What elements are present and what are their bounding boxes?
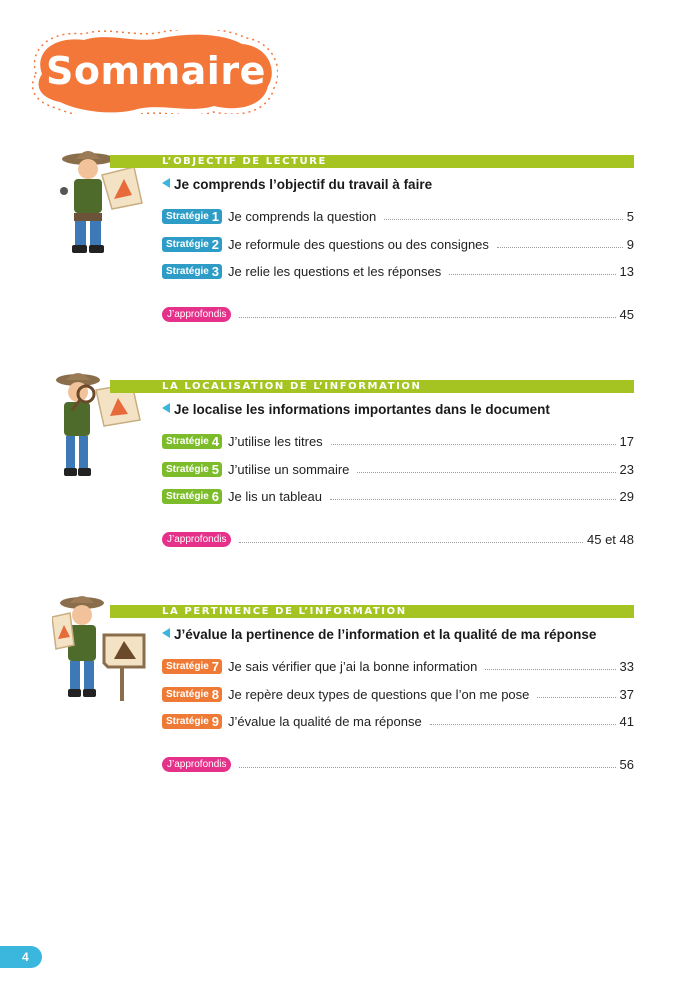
strategy-label: Je comprends la question xyxy=(228,208,377,224)
strategy-page: 5 xyxy=(626,208,634,224)
approfondis-row[interactable] xyxy=(162,754,634,774)
strategy-row[interactable] xyxy=(162,656,634,676)
dot-leader xyxy=(449,274,615,275)
strategy-badge xyxy=(162,714,222,729)
section-objectif xyxy=(0,155,700,355)
strategy-number: 4 xyxy=(211,433,220,449)
strategy-badge xyxy=(162,462,222,477)
strategy-number: 1 xyxy=(211,208,220,224)
approfondis-badge: J’approfondis xyxy=(162,307,231,322)
strategy-label: J’évalue la qualité de ma réponse xyxy=(228,713,422,729)
strategy-prefix: Stratégie xyxy=(166,490,209,502)
strategy-label: Je lis un tableau xyxy=(228,488,322,504)
approfondis-badge: J’approfondis xyxy=(162,757,231,772)
strategy-prefix: Stratégie xyxy=(166,688,209,700)
strategy-number: 2 xyxy=(211,236,220,252)
strategy-label: J’utilise les titres xyxy=(228,433,323,449)
arrow-icon xyxy=(162,628,170,638)
arrow-icon xyxy=(162,178,170,188)
strategy-row[interactable] xyxy=(162,684,634,704)
dot-leader xyxy=(384,219,623,220)
section-localisation xyxy=(0,380,700,580)
strategy-row[interactable] xyxy=(162,711,634,731)
section-heading: LA LOCALISATION DE L’INFORMATION xyxy=(162,381,422,392)
dot-leader xyxy=(537,697,615,698)
section-subtitle-text: Je comprends l’objectif du travail à faire xyxy=(174,177,433,192)
section-subtitle-text: J’évalue la pertinence de l’information et la qualité de ma réponse xyxy=(174,627,597,642)
page-title: Sommaire xyxy=(46,49,266,93)
dot-leader xyxy=(239,767,615,768)
strategy-badge xyxy=(162,489,222,504)
strategy-label: Je repère deux types de questions que l’on me pose xyxy=(228,686,530,702)
strategy-badge xyxy=(162,264,222,279)
strategy-page: 17 xyxy=(619,433,634,449)
approfondis-row[interactable] xyxy=(162,304,634,324)
section-pertinence xyxy=(0,605,700,805)
approfondis-page: 45 xyxy=(619,306,634,322)
strategy-page: 29 xyxy=(619,488,634,504)
approfondis-page: 45 et 48 xyxy=(587,531,634,547)
strategy-prefix: Stratégie xyxy=(166,435,209,447)
strategy-row[interactable] xyxy=(162,486,634,506)
dot-leader xyxy=(331,444,616,445)
approfondis-badge: J’approfondis xyxy=(162,532,231,547)
arrow-icon xyxy=(162,403,170,413)
strategy-page: 23 xyxy=(619,461,634,477)
strategy-prefix: Stratégie xyxy=(166,463,209,475)
strategy-prefix: Stratégie xyxy=(166,210,209,222)
strategy-label: Je reformule des questions ou des consignes xyxy=(228,236,489,252)
strategy-number: 6 xyxy=(211,488,220,504)
strategy-prefix: Stratégie xyxy=(166,715,209,727)
strategy-badge xyxy=(162,687,222,702)
strategy-badge xyxy=(162,209,222,224)
strategy-row[interactable] xyxy=(162,206,634,226)
strategy-row[interactable] xyxy=(162,431,634,451)
strategy-page: 37 xyxy=(619,686,634,702)
section-subtitle xyxy=(162,174,432,196)
approfondis-page: 56 xyxy=(619,756,634,772)
page-number: 4 xyxy=(0,946,42,968)
strategy-number: 5 xyxy=(211,461,220,477)
dot-leader xyxy=(357,472,615,473)
dot-leader xyxy=(330,499,616,500)
dot-leader xyxy=(485,669,615,670)
strategy-label: J’utilise un sommaire xyxy=(228,461,350,477)
section-subtitle-text: Je localise les informations importantes dans le document xyxy=(174,402,550,417)
strategy-page: 13 xyxy=(619,263,634,279)
strategy-number: 3 xyxy=(211,263,220,279)
strategy-row[interactable] xyxy=(162,234,634,254)
strategy-page: 9 xyxy=(626,236,634,252)
strategy-badge xyxy=(162,659,222,674)
strategy-badge xyxy=(162,434,222,449)
strategy-page: 33 xyxy=(619,658,634,674)
strategy-number: 8 xyxy=(211,686,220,702)
strategy-prefix: Stratégie xyxy=(166,238,209,250)
strategy-number: 9 xyxy=(211,713,220,729)
strategy-number: 7 xyxy=(211,658,220,674)
strategy-label: Je relie les questions et les réponses xyxy=(228,263,442,279)
dot-leader xyxy=(497,247,623,248)
dot-leader xyxy=(239,542,583,543)
approfondis-row[interactable] xyxy=(162,529,634,549)
dot-leader xyxy=(239,317,615,318)
dot-leader xyxy=(430,724,616,725)
section-subtitle xyxy=(162,624,596,646)
section-heading: LA PERTINENCE DE L’INFORMATION xyxy=(162,606,407,617)
strategy-row[interactable] xyxy=(162,261,634,281)
strategy-prefix: Stratégie xyxy=(166,265,209,277)
strategy-row[interactable] xyxy=(162,459,634,479)
strategy-badge xyxy=(162,237,222,252)
strategy-page: 41 xyxy=(619,713,634,729)
strategy-label: Je sais vérifier que j’ai la bonne information xyxy=(228,658,478,674)
strategy-prefix: Stratégie xyxy=(166,660,209,672)
section-subtitle xyxy=(162,399,550,421)
section-heading: L’OBJECTIF DE LECTURE xyxy=(162,156,327,167)
